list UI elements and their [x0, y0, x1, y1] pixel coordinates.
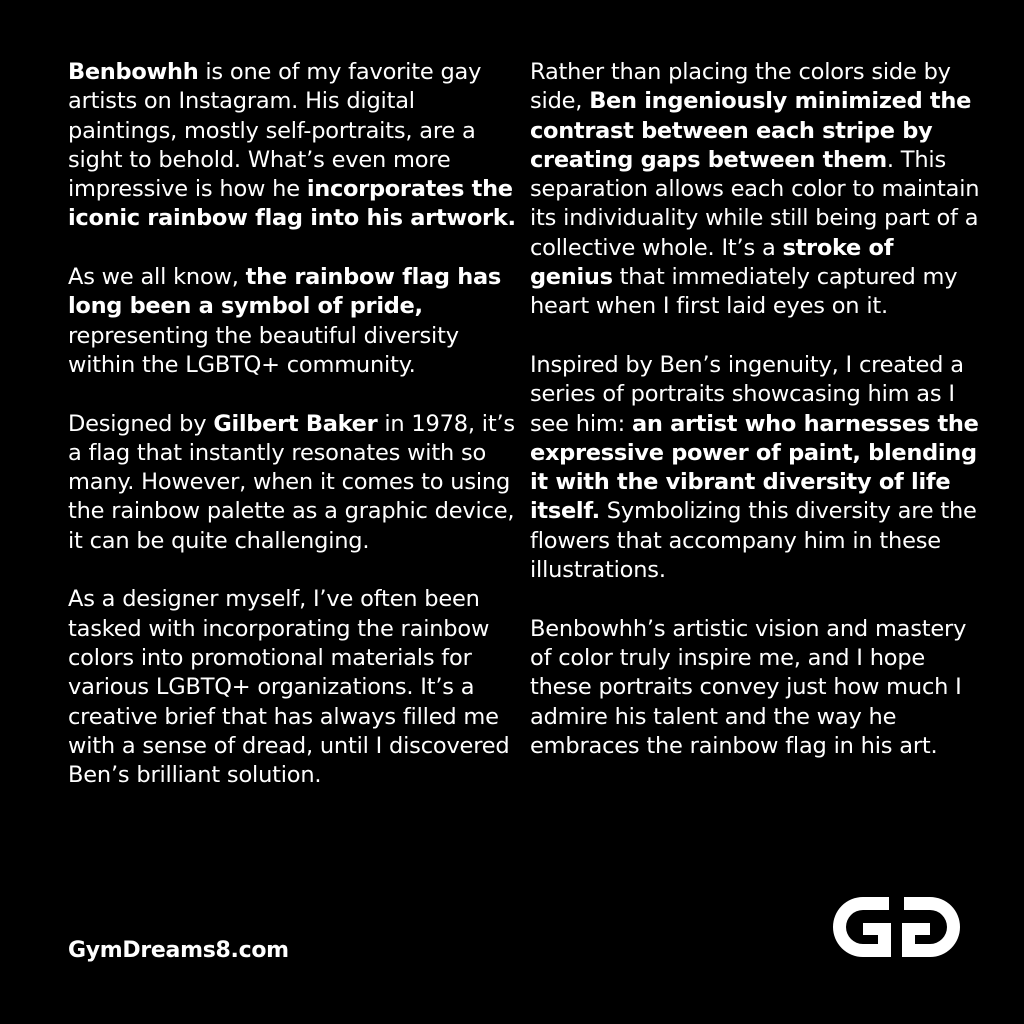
- right-column: [530, 58, 980, 790]
- paragraph-intro: Benbowhh is one of my favorite gay artists on Instagram. His digital paintings, mostly self-portraits, are a sight to behold. What’s even more impressive is how he incorporates the iconic rainbow flag into his artwork.: [68, 59, 516, 232]
- left-column: [68, 58, 518, 820]
- paragraph-rainbow-flag: As we all know, the rainbow flag has long been a symbol of pride, representing the beautiful diversity within the LGBTQ+ community.: [68, 264, 501, 378]
- paragraph-gilbert-baker: Designed by Gilbert Baker in 1978, it’s a flag that instantly resonates with so many. However, when it comes to using the rainbow palette as a graphic device, it can be quite challenging.: [68, 410, 515, 554]
- gymdreams-gd-logo-icon: [833, 897, 960, 957]
- website-url[interactable]: GymDreams8.com: [68, 938, 289, 963]
- paragraph-designer: As a designer myself, I’ve often been tasked with incorporating the rainbow colors into promotional materials for various LGBTQ+ organizations. It’s a creative brief that has always filled me with a sense of dread, until I discovered Ben’s brilliant solution.: [68, 586, 510, 789]
- paragraph-closing: Benbowhh’s artistic vision and mastery of color truly inspire me, and I hope these portraits convey just how much I admire his talent and the way he embraces the rainbow flag in his art.: [530, 615, 967, 759]
- artist-name-highlight: Benbowhh: [68, 59, 199, 85]
- paragraph-portraits: Inspired by Ben’s ingenuity, I created a series of portraits showcasing him as I see him: an artist who harnesses the expressive power of paint, blending it with the vibrant diversity of life itself. Symbolizing this diversity are the flowers that accompany him in these illustrations.: [530, 351, 979, 584]
- paragraph-gaps-solution: Rather than placing the colors side by side, Ben ingeniously minimized the contrast between each stripe by creating gaps between them. This separation allows each color to maintain its individuality while still being part of a collective whole. It’s a stroke of genius that immediately captured my heart when I first laid eyes on it.: [530, 59, 980, 320]
